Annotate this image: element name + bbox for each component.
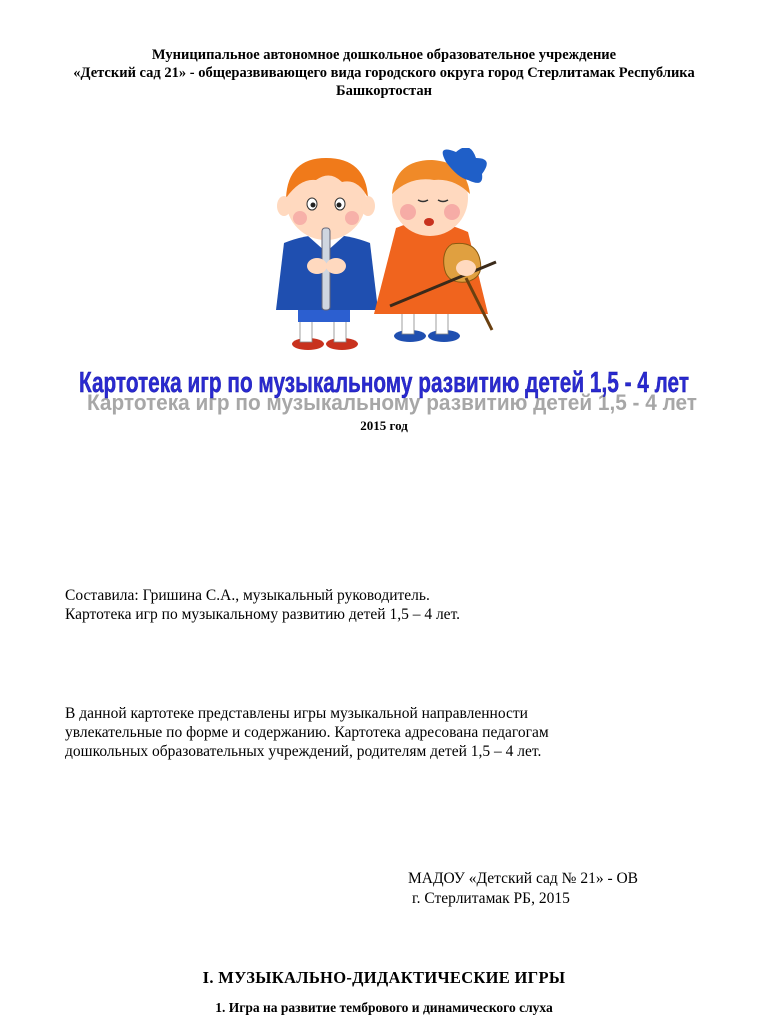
wordart-title-shadow: Картотека игр по музыкальному развитию детей 1,5 - 4 лет: [87, 391, 698, 416]
compiler-info: [65, 586, 460, 624]
card-index-subtitle: Картотека игр по музыкальному развитию детей 1,5 – 4 лет.: [65, 606, 461, 623]
description-line-2: увлекательные по форме и содержанию. Картотека адресована педагогам: [65, 724, 549, 741]
compiler-line: Составила: Гришина С.А., музыкальный руководитель.: [65, 587, 430, 604]
wordart-title: [0, 362, 768, 418]
description-paragraph: [65, 704, 685, 761]
header-line-1: Муниципальное автономное дошкольное образовательное учреждение: [151, 47, 617, 63]
boy-flute-figure: [276, 158, 378, 350]
section-heading: I. МУЗЫКАЛЬНО-ДИДАКТИЧЕСКИЕ ИГРЫ: [202, 968, 566, 987]
description-line-3: дошкольных образовательных учреждений, родителям детей 1,5 – 4 лет.: [65, 743, 542, 760]
organization-block: [408, 869, 638, 909]
children-musicians-illustration: [270, 148, 510, 353]
subsection-heading: 1. Игра на развитие тембрового и динамического слуха: [215, 1000, 553, 1015]
header-line-2: «Детский сад 21» - общеразвивающего вида городского округа город Стерлитамак Республика: [73, 65, 695, 81]
institution-header: [30, 46, 738, 100]
year-caption: 2015 год: [360, 418, 408, 433]
girl-violin-figure: [374, 148, 496, 342]
organization-city-year: г. Стерлитамак РБ, 2015: [412, 890, 570, 907]
header-line-3: Башкортостан: [336, 83, 432, 99]
wordart-title-text: Картотека игр по музыкальному развитию детей 1,5 - 4 лет: [79, 367, 689, 399]
organization-name: МАДОУ «Детский сад № 21» - ОВ: [408, 870, 639, 887]
description-line-1: В данной картотеке представлены игры музыкальной направленности: [65, 705, 528, 722]
